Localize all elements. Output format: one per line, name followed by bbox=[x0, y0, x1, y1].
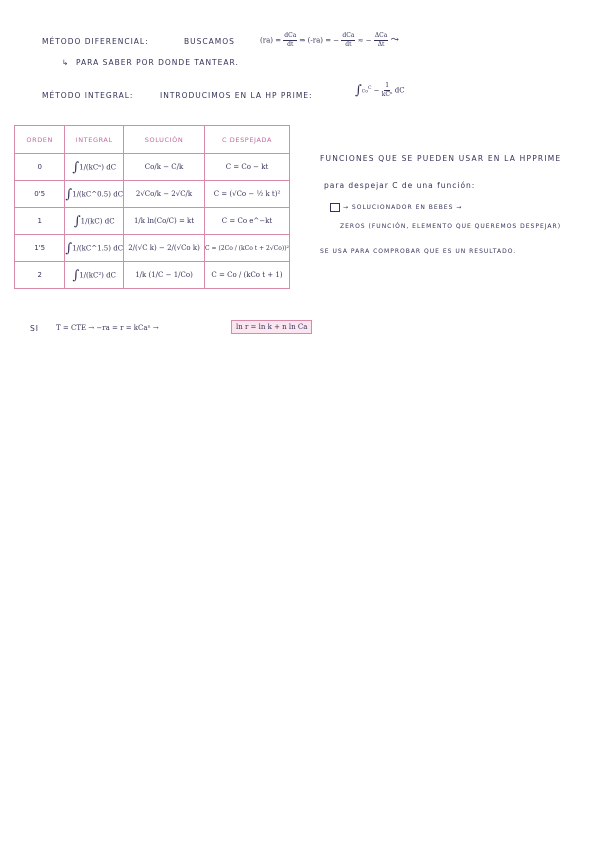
hook-arrow-icon: ↳ bbox=[62, 58, 70, 67]
integral-cell: ∫1/(kC²) dC bbox=[65, 262, 124, 289]
notes-line-4: SE USA PARA COMPROBAR QUE ES UN RESULTADO. bbox=[320, 248, 517, 255]
curl-arrow-icon: ⤳ bbox=[390, 34, 399, 46]
notes-title: FUNCIONES QUE SE PUEDEN USAR EN LA HPPRIME bbox=[320, 154, 562, 163]
table-row bbox=[15, 154, 290, 181]
bottom-formula: T = CTE → −ra = r = kCaⁿ → bbox=[56, 324, 159, 332]
table-header-row bbox=[15, 126, 290, 154]
header-order: ORDEN bbox=[15, 126, 65, 154]
integral-formula: $\int Co^C$ − $\frac{1}{\text{kCⁿ}}$ dC bbox=[355, 82, 405, 98]
header-solution: SOLUCIÓN bbox=[124, 126, 205, 154]
order-cell: 1'5 bbox=[15, 235, 65, 262]
boxed-rate-equation: ln r = ln k + n ln Ca bbox=[231, 320, 312, 334]
tantear-note: PARA SABER POR DONDE TANTEAR. bbox=[76, 58, 239, 67]
integral-cell: ∫1/(kC) dC bbox=[65, 208, 124, 235]
table-row bbox=[15, 262, 290, 289]
integral-cell: ∫1/(kC^1.5) dC bbox=[65, 235, 124, 262]
notes-line-1: para despejar C de una función: bbox=[324, 181, 476, 190]
solution-cell: 1/k ln(Co/C) = kt bbox=[124, 208, 205, 235]
order-cell: 1 bbox=[15, 208, 65, 235]
table-row bbox=[15, 181, 290, 208]
integral-method-text: INTRODUCIMOS EN LA HP PRIME: bbox=[160, 91, 313, 100]
differential-method-label: MÉTODO DIFERENCIAL: bbox=[42, 37, 149, 46]
orders-table bbox=[14, 125, 290, 289]
c-cell: C = Co / (kCo t + 1) bbox=[205, 262, 290, 289]
solution-cell: 1/k (1/C − 1/Co) bbox=[124, 262, 205, 289]
integral-cell: ∫1/(kCⁿ) dC bbox=[65, 154, 124, 181]
table-row bbox=[15, 208, 290, 235]
c-cell: C = Co e^−kt bbox=[205, 208, 290, 235]
solution-cell: 2√Co/k − 2√C/k bbox=[124, 181, 205, 208]
notes-line-3: ZEROS (FUNCIÓN, ELEMENTO QUE QUEREMOS DESPEJAR) bbox=[340, 223, 562, 230]
integral-cell: ∫1/(kC^0.5) dC bbox=[65, 181, 124, 208]
solver-icon bbox=[330, 203, 340, 212]
c-cell: C = Co − kt bbox=[205, 154, 290, 181]
differential-formula: (ra) = $\frac{\text{dCa}}{dt}$ ⇒ (-ra) = − $\frac{\text{dCa}}{dt}$ ≈ − $\frac{\text{ΔCa}}{\Delta t}$ ⤳ bbox=[260, 32, 399, 48]
bottom-prefix: SI bbox=[30, 324, 39, 333]
header-c-despejada: C DESPEJADA bbox=[205, 126, 290, 154]
integral-method-label: MÉTODO INTEGRAL: bbox=[42, 91, 134, 100]
order-cell: 0'5 bbox=[15, 181, 65, 208]
c-cell: C = (√Co − ½ k t)² bbox=[205, 181, 290, 208]
solution-cell: 2/(√C k) − 2/(√Co k) bbox=[124, 235, 205, 262]
solution-cell: Co/k − C/k bbox=[124, 154, 205, 181]
header-integral: INTEGRAL bbox=[65, 126, 124, 154]
table-row bbox=[15, 235, 290, 262]
order-cell: 0 bbox=[15, 154, 65, 181]
c-cell: C = (2Co / (kCo t + 2√Co))² bbox=[205, 235, 290, 262]
order-cell: 2 bbox=[15, 262, 65, 289]
notes-line-2: → SOLUCIONADOR EN BEBES → bbox=[330, 203, 462, 212]
differential-method-hint: BUSCAMOS bbox=[184, 37, 235, 46]
